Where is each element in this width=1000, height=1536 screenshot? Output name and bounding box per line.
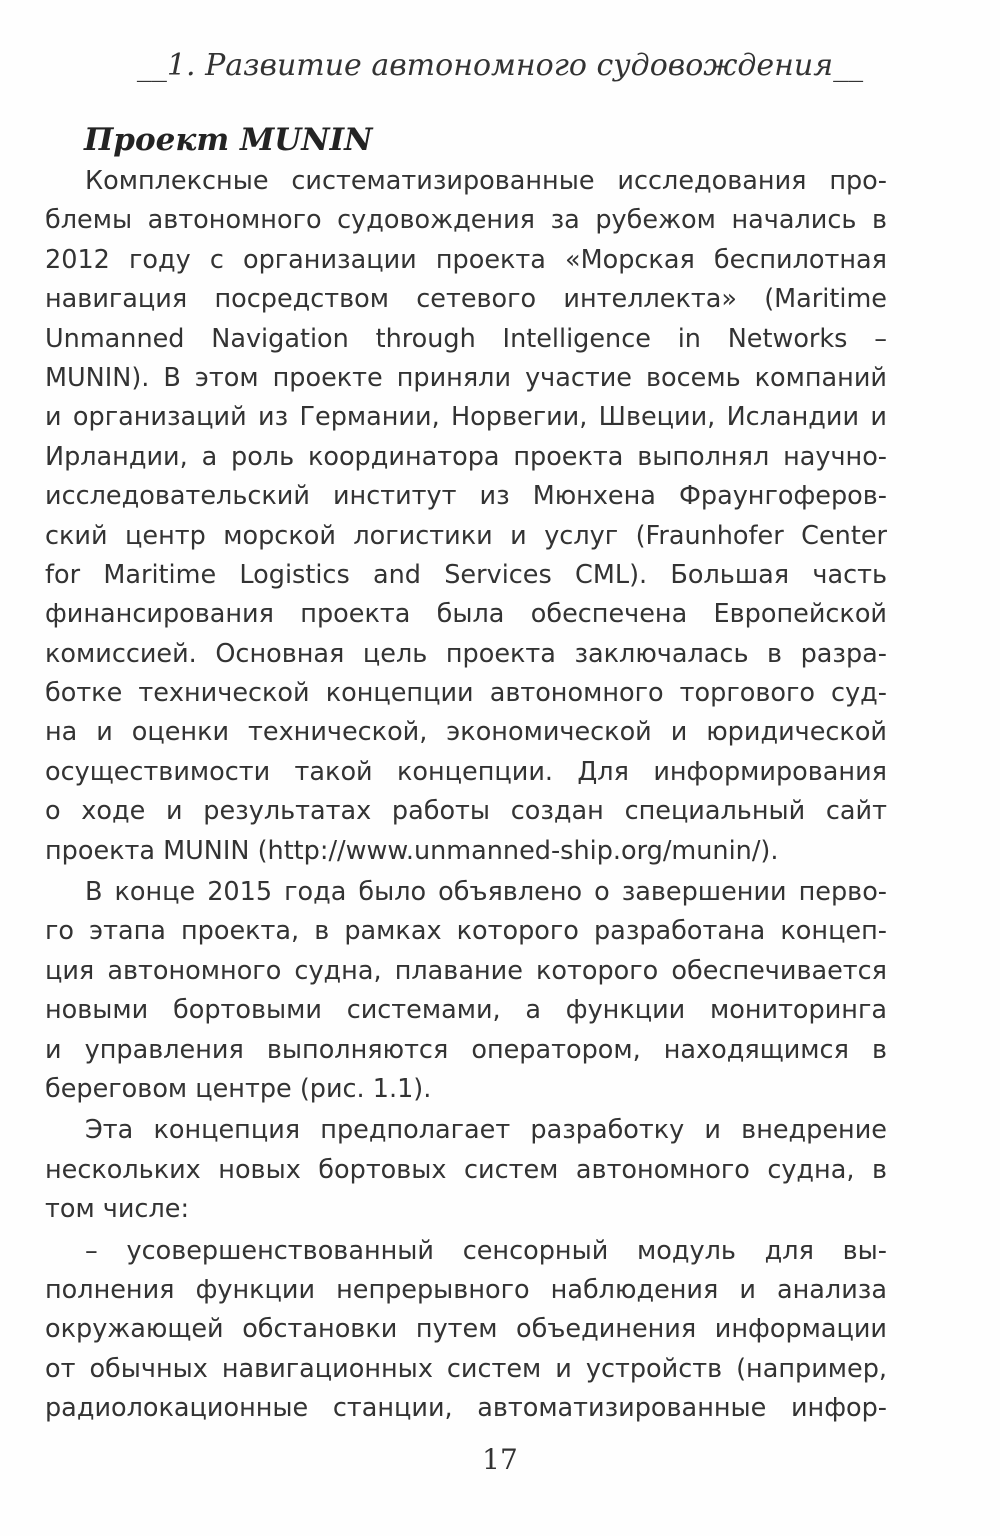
text-line: том числе: <box>45 1194 190 1225</box>
text-line: Ирландии, а роль координатора проекта выполнял научно- <box>45 441 887 472</box>
text-line: for Maritime Logistics and Services CML). Большая часть <box>45 559 887 590</box>
text-line: ция автономного судна, плавание которого обеспечивается <box>45 955 887 986</box>
text-line: блемы автономного судовождения за рубежом начались в <box>45 205 887 236</box>
paragraph-munin-intro <box>45 162 887 871</box>
list-item-sensor-module <box>45 1232 887 1429</box>
text-line: – усовершенствованный сенсорный модуль для вы- <box>85 1235 887 1266</box>
text-line: комиссией. Основная цель проекта заключалась в разра- <box>45 638 887 669</box>
section-title: Проект MUNIN <box>84 122 373 158</box>
text-line: береговом центре (рис. 1.1). <box>45 1073 432 1104</box>
body-text <box>45 162 887 1429</box>
text-line: проекта MUNIN (http://www.unmanned-ship.org/munin/). <box>45 835 779 866</box>
text-line: В конце 2015 года было объявлено о завершении перво- <box>85 877 887 908</box>
text-line: о ходе и результатах работы создан специальный сайт <box>45 796 887 827</box>
text-line: ский центр морской логистики и услуг (Fraunhofer Center <box>45 520 887 551</box>
text-line: навигация посредством сетевого интеллекта» (Maritime <box>45 284 887 315</box>
text-line: MUNIN). В этом проекте приняли участие восемь компаний <box>45 362 887 393</box>
page-number: 17 <box>482 1443 518 1476</box>
text-line: Комплексные систематизированные исследования про- <box>85 166 887 196</box>
text-line: Эта концепция предполагает разработку и внедрение <box>85 1115 887 1146</box>
text-line: радиолокационные станции, автоматизированные инфор- <box>45 1393 887 1424</box>
running-head: __1. Развитие автономного судовождения__ <box>136 48 864 83</box>
text-line: 2012 году с организации проекта «Морская беспилотная <box>45 244 887 275</box>
text-line: и организаций из Германии, Норвегии, Швеции, Исландии и <box>45 402 887 433</box>
text-line: от обычных навигационных систем и устройств (например, <box>45 1353 887 1384</box>
paragraph-concept <box>45 1111 887 1229</box>
text-line: нескольких новых бортовых систем автономного судна, в <box>45 1154 887 1185</box>
text-line: на и оценки технической, экономической и юридической <box>45 717 887 748</box>
text-line: исследовательский институт из Мюнхена Фраунгоферов- <box>45 481 887 512</box>
text-line: полнения функции непрерывного наблюдения и анализа <box>45 1274 887 1305</box>
text-line: ботке технической концепции автономного торгового суд- <box>45 678 887 709</box>
paragraph-first-stage <box>45 873 887 1109</box>
text-line: го этапа проекта, в рамках которого разработана концеп- <box>45 916 887 947</box>
text-line: финансирования проекта была обеспечена Европейской <box>45 599 887 630</box>
text-line: осуществимости такой концепции. Для информирования <box>45 756 887 787</box>
text-line: и управления выполняются оператором, находящимся в <box>45 1034 887 1065</box>
text-line: Unmanned Navigation through Intelligence in Networks – <box>45 323 887 354</box>
text-line: окружающей обстановки путем объединения информации <box>45 1314 887 1345</box>
text-line: новыми бортовыми системами, а функции мониторинга <box>45 995 887 1026</box>
